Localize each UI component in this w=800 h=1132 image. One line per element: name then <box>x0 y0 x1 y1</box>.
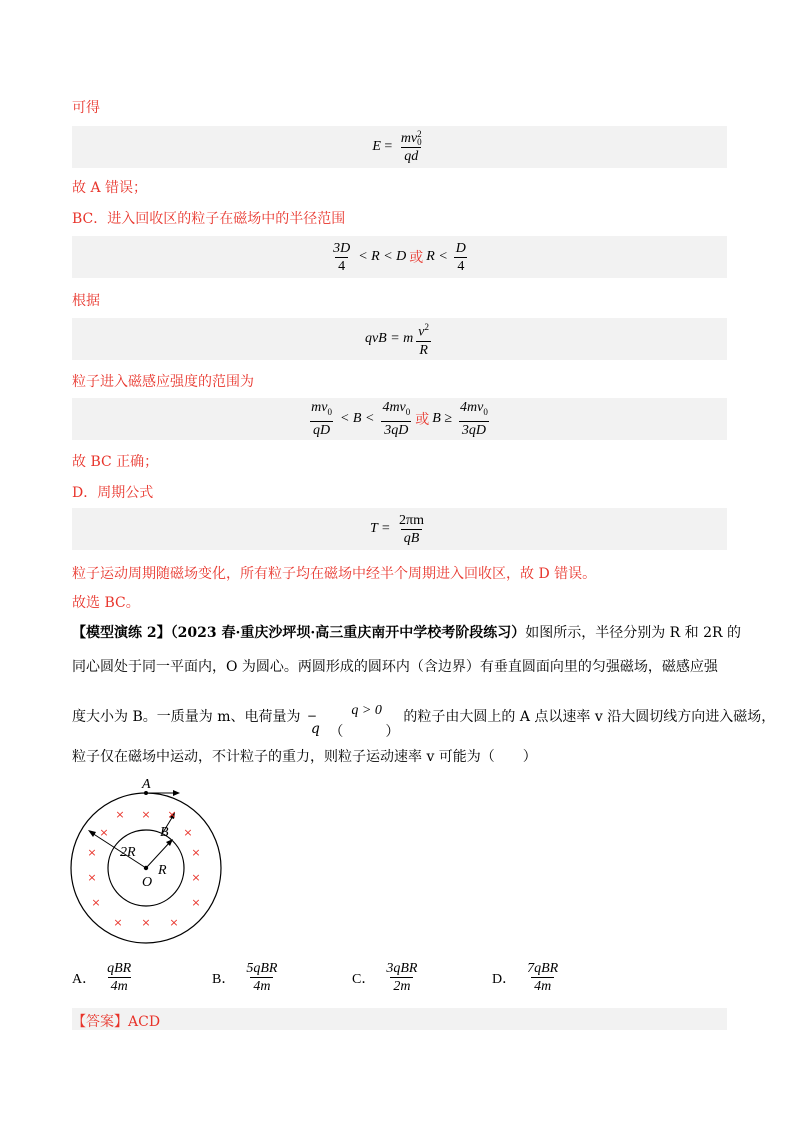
option-a-letter: A． <box>72 971 97 987</box>
formula-b-a-sub: 0 <box>327 406 332 417</box>
cross: × <box>191 846 201 859</box>
line-genju: 根据 <box>72 293 100 309</box>
problem-line-3 <box>72 703 776 740</box>
formula-r-b-num: D <box>455 240 466 256</box>
charge-q: q <box>310 721 320 737</box>
formula-b-mid: < B < <box>339 411 375 426</box>
formula-period-lhs: T = <box>370 521 391 536</box>
formula-b-frac-a <box>308 399 335 439</box>
cross: × <box>141 916 151 929</box>
option-b-frac <box>243 960 280 995</box>
line-lizi-b: 粒子进入磁感应强度的范围为 <box>72 374 254 390</box>
cross: × <box>191 871 201 884</box>
line-gu-a: 故 A 错误； <box>72 180 148 196</box>
center-point <box>144 866 148 870</box>
cross: × <box>167 808 177 821</box>
formula-b-a-den: qD <box>313 422 331 438</box>
cond-paren-open: （ <box>329 724 344 740</box>
label-a: A <box>142 777 151 792</box>
option-d-letter: D． <box>492 971 517 987</box>
cross: × <box>87 846 97 859</box>
option-b-letter: B． <box>212 971 236 987</box>
formula-lorentz-sup: 2 <box>424 322 430 333</box>
formula-r-mid: < R < D <box>358 249 407 264</box>
formula-r-frac-a <box>330 240 353 275</box>
formula-e-sup: 2 <box>417 129 422 140</box>
formula-e-sub: 0 <box>417 137 422 148</box>
cross: × <box>191 896 201 909</box>
charge-minus: − <box>306 709 317 723</box>
problem-text-3a: 度大小为 B。一质量为 m、电荷量为 <box>72 709 301 725</box>
label-b: B <box>160 825 169 840</box>
line-gu-xuan: 故选 BC。 <box>72 595 140 611</box>
problem-line-2: 同心圆处于同一平面内，O 为圆心。两圆形成的圆环内（含边界）有垂直圆面向里的匀强磁场，磁感应强 <box>72 659 718 675</box>
problem-tag: 【模型演练 2】 <box>72 625 171 641</box>
cross: × <box>183 826 193 839</box>
formula-b-b-den: 3qD <box>384 422 409 438</box>
formula-b-frac-b <box>379 399 413 439</box>
answer-value: ACD <box>128 1014 161 1030</box>
formula-lorentz-lhs: qvB = m <box>364 331 414 346</box>
formula-lorentz-num: v <box>418 324 425 340</box>
option-b-den: 4m <box>253 979 271 994</box>
formula-r-a-den: 4 <box>335 257 348 275</box>
formula-e: E = mv 2 0 qd <box>72 126 727 168</box>
cross: × <box>113 916 123 929</box>
formula-b-c-num: 4mv <box>460 400 484 416</box>
formula-box-3 <box>72 318 727 360</box>
formula-r-a-num: 3D <box>333 240 351 256</box>
formula-e-den: qd <box>404 148 419 164</box>
option-c-letter: C． <box>352 971 376 987</box>
problem-line-4: 粒子仅在磁场中运动，不计粒子的重力，则粒子运动速率 v 可能为（ ） <box>72 749 537 765</box>
answer-line <box>72 1011 160 1031</box>
formula-r-b-den: 4 <box>454 257 467 275</box>
formula-box-2 <box>72 236 727 278</box>
label-2r: 2R <box>120 845 136 860</box>
cross: × <box>115 808 125 821</box>
problem-line-1 <box>72 622 741 642</box>
option-b[interactable] <box>212 960 282 995</box>
line-ke-de: 可得 <box>72 100 100 116</box>
answer-label: 【答案】 <box>72 1014 128 1030</box>
option-d-num: 7qBR <box>527 961 559 976</box>
formula-period-num: 2πm <box>399 512 424 528</box>
line-d-text: 粒子运动周期随磁场变化，所有粒子均在磁场中经半个周期进入回收区，故 D 错误。 <box>72 566 597 582</box>
option-d[interactable] <box>492 960 563 995</box>
formula-b-or: 或 <box>415 412 430 428</box>
option-a-num: qBR <box>107 961 132 976</box>
option-c-den: 2m <box>393 979 411 994</box>
option-a-frac <box>104 960 134 995</box>
problem-source: （2023 春·重庆沙坪坝·高三重庆南开中学校考阶段练习） <box>170 625 526 641</box>
formula-b-range <box>72 398 727 440</box>
formula-lorentz-den: R <box>419 342 428 358</box>
formula-radius-range <box>72 236 727 278</box>
problem-text-1: 如图所示，半径分别为 R 和 2R 的 <box>525 625 742 641</box>
formula-b-b-sub: 0 <box>405 406 411 417</box>
formula-period-den: qB <box>403 530 420 546</box>
problem-text-3b: 的粒子由大圆上的 A 点以速率 v 沿大圆切线方向进入磁场， <box>403 709 776 725</box>
formula-b-c-den: 3qD <box>461 422 486 438</box>
formula-r-or: 或 <box>409 250 424 266</box>
formula-period <box>72 508 727 550</box>
cond-paren-close: ） <box>385 724 400 740</box>
line-gu-bc: 故 BC 正确； <box>72 454 159 470</box>
formula-e-frac <box>398 130 425 165</box>
cross: × <box>169 916 179 929</box>
formula-box-1 <box>72 126 727 168</box>
formula-e-num: mv <box>400 130 418 146</box>
formula-b-c-lhs: B ≥ <box>432 411 453 426</box>
label-o: O <box>142 875 153 890</box>
formula-r-b-lhs: R < <box>426 249 448 264</box>
radius-2r-arrowhead <box>88 830 96 837</box>
option-b-num: 5qBR <box>246 961 278 976</box>
line-bc-intro: BC．进入回收区的粒子在磁场中的半径范围 <box>72 211 346 227</box>
cond-text: q > 0 <box>351 703 382 718</box>
cross: × <box>141 808 151 821</box>
cross: × <box>87 871 97 884</box>
cross: × <box>91 896 101 909</box>
formula-b-frac-c <box>457 399 491 439</box>
option-c[interactable] <box>352 960 422 995</box>
formula-box-4 <box>72 398 727 440</box>
option-c-frac <box>383 960 420 995</box>
formula-lorentz-frac <box>415 319 432 359</box>
formula-b-b-num: 4mv <box>382 400 406 416</box>
option-a-den: 4m <box>110 979 128 994</box>
velocity-arrowhead <box>173 790 180 796</box>
formula-lorentz <box>72 318 727 360</box>
answer-box <box>72 1008 727 1030</box>
formula-box-5 <box>72 508 727 550</box>
formula-period-frac <box>396 512 427 547</box>
formula-e-lhs: E <box>372 139 381 154</box>
option-d-den: 4m <box>534 979 552 994</box>
label-r: R <box>158 863 167 878</box>
cross: × <box>99 826 109 839</box>
option-a[interactable] <box>72 960 136 995</box>
option-c-num: 3qBR <box>386 961 418 976</box>
line-d-intro: D．周期公式 <box>72 485 154 501</box>
formula-r-frac-b <box>453 240 469 275</box>
option-d-frac <box>524 960 561 995</box>
formula-b-c-sub: 0 <box>483 406 488 417</box>
concentric-circles-figure <box>70 776 230 948</box>
formula-b-a-num: mv <box>311 400 328 416</box>
